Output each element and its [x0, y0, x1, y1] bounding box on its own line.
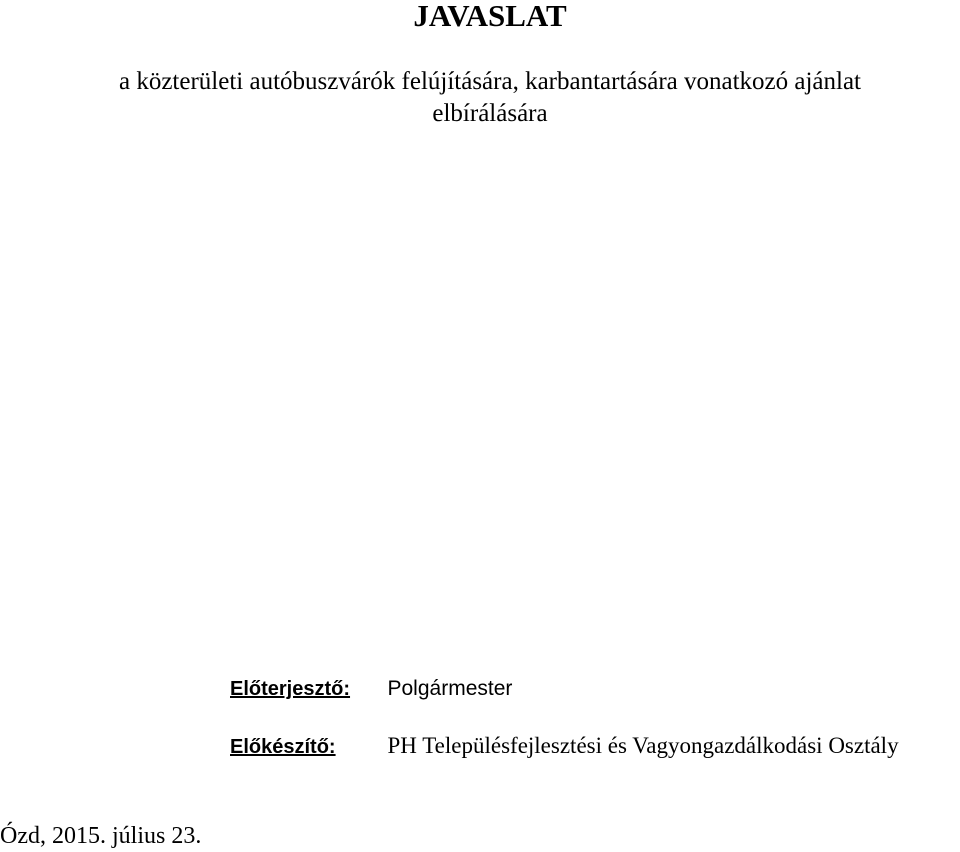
preparer-label: Előkészítő:	[230, 736, 336, 758]
subtitle-line-2: elbírálására	[432, 100, 548, 127]
presenter-row	[230, 674, 512, 703]
subtitle-line-1: a közterületi autóbuszvárók felújítására, karbantartására vonatkozó ajánlat	[118, 68, 862, 95]
preparer-row	[230, 732, 899, 761]
presenter-value: Polgármester	[387, 677, 513, 700]
document-title: JAVASLAT	[413, 0, 567, 33]
document-subtitle	[0, 66, 960, 130]
document-date: Ózd, 2015. július 23.	[0, 823, 202, 849]
preparer-value: PH Településfejlesztési és Vagyongazdálkodási Osztály	[387, 733, 899, 758]
presenter-label: Előterjesztő:	[230, 678, 351, 700]
